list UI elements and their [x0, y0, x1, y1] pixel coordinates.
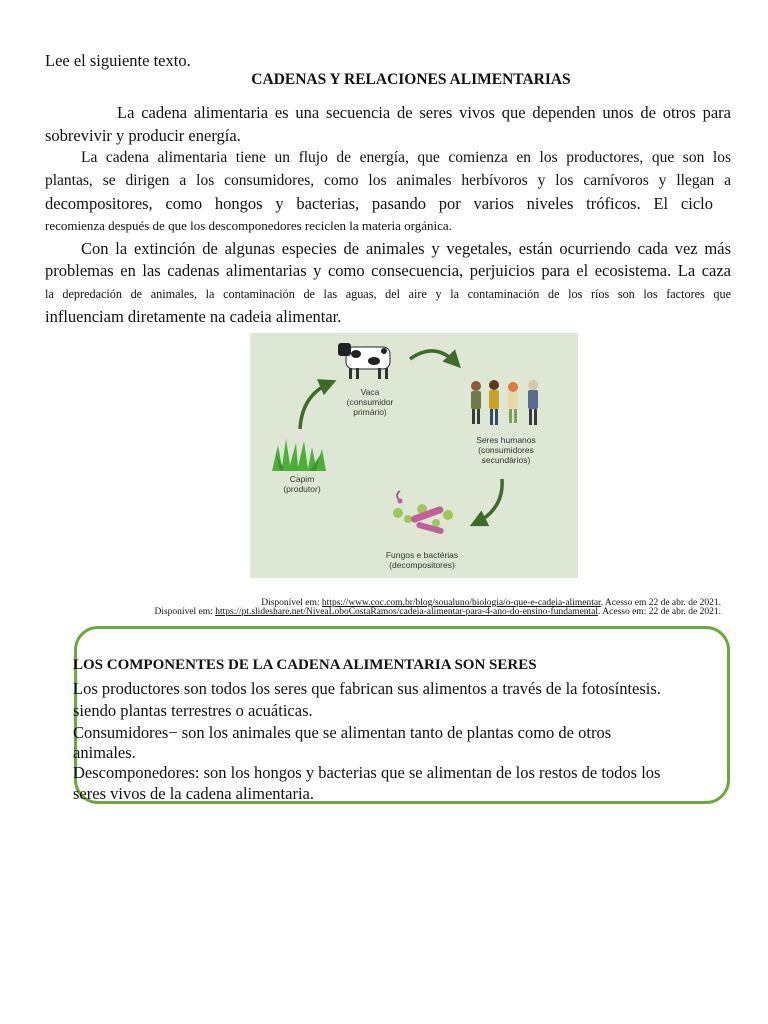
paragraph-1-line-2: sobrevivir y producir energía.: [45, 126, 241, 145]
source-1-link[interactable]: https://www.coc.com.br/blog/soualuno/biologia/o-que-e-cadeia-alimentar: [321, 598, 601, 608]
page-title: CADENAS Y RELACIONES ALIMENTARIAS: [251, 71, 571, 88]
paragraph-2-line-4: recomienza después de que los descomponedores reciclen la materia orgánica.: [45, 218, 452, 233]
paragraph-2-line-3: decompositores, como hongos y bacterias, pasando por varios niveles tróficos. El ciclo: [45, 194, 713, 213]
paragraph-2-line-2: plantas, se dirigen a los consumidores, como los animales herbívoros y los carnívoros y llegan a: [45, 172, 731, 189]
source-1-prefix: Disponível em:: [261, 598, 322, 608]
capim-label-1: Capim: [289, 474, 315, 484]
components-line-5: Descomponedores: son los hongos y bacterias que se alimentan de los restos de todos los: [73, 762, 661, 782]
components-line-3: Consumidores− son los animales que se alimentan tanto de plantas como de otros: [73, 722, 612, 742]
vaca-label-2: (consumidor: [346, 397, 394, 407]
source-citation-2: [154, 607, 721, 617]
source-2-prefix: Disponível em:: [154, 607, 216, 617]
humanos-label-3: secundários): [481, 455, 531, 465]
paragraph-1-line-1: La cadena alimentaria es una secuencia de seres vivos que dependen unos de otros para: [117, 103, 731, 122]
intro-text: Lee el siguiente texto.: [45, 51, 191, 70]
components-line-4: animales.: [73, 742, 136, 762]
paragraph-3-line-4: influenciam diretamente na cadeia alimentar.: [45, 307, 342, 326]
components-line-2: siendo plantas terrestres o acuáticas.: [73, 700, 313, 720]
source-2-suffix: . Acesso em: 22 de abr. de 2021.: [598, 607, 721, 617]
food-chain-diagram: [250, 333, 578, 578]
fungos-label-1: Fungos e bactérias: [385, 550, 459, 560]
vaca-label-3: primário): [353, 407, 387, 417]
paragraph-2-line-1: La cadena alimentaria tiene un flujo de energía, que comienza en los productores, que son los: [81, 149, 731, 166]
capim-label-2: (produtor): [283, 484, 321, 494]
source-2-link[interactable]: https://pt.slideshare.net/NiveaLoboCostaRamos/cadeia-alimentar-para-4-ano-do-ensino-fundamental: [215, 607, 599, 617]
components-line-1: Los productores son todos los seres que fabrican sus alimentos a través de la fotosíntesis.: [73, 678, 661, 698]
paragraph-3-line-2: problemas en las cadenas alimentarias y como consecuencia, perjuicios para el ecosistema. La caza: [45, 261, 731, 280]
paragraph-3-line-1: Con la extinción de algunas especies de animales y vegetales, están ocurriendo cada vez más: [81, 239, 731, 258]
humanos-label-1: Seres humanos: [476, 435, 536, 445]
paragraph-3-line-3: la depredación de animales, la contaminación de las aguas, del aire y la contaminación de los ríos son los factores que: [45, 287, 731, 301]
source-1-suffix: . Acesso em 22 de abr. de 2021.: [600, 598, 721, 608]
vaca-label-1: Vaca: [360, 387, 380, 397]
components-line-6: seres vivos de la cadena alimentaria.: [73, 783, 314, 803]
humanos-label-2: (consumidores: [478, 445, 534, 455]
components-title: LOS COMPONENTES DE LA CADENA ALIMENTARIA SON SERES: [73, 657, 537, 673]
fungos-label-2: (decompositores): [389, 560, 455, 570]
